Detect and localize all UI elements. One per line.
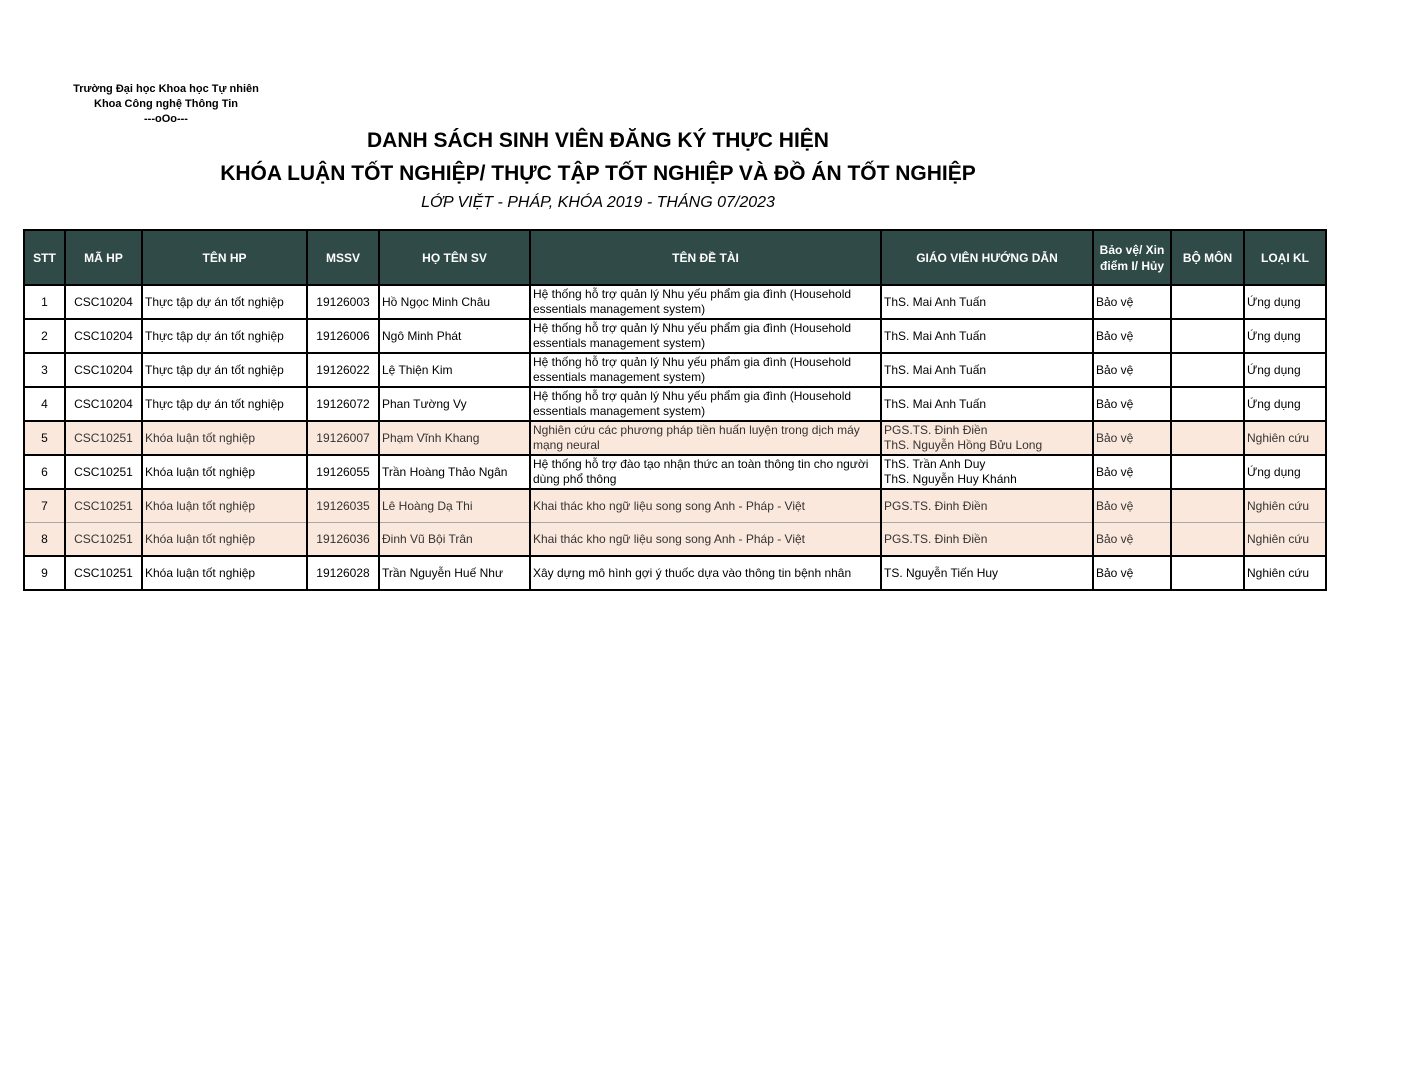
cell-gvhd: ThS. Trần Anh Duy ThS. Nguyễn Huy Khánh — [881, 455, 1093, 489]
cell-bo-mon — [1171, 489, 1244, 523]
cell-de-tai: Hệ thống hỗ trợ quản lý Nhu yếu phẩm gia đình (Household essentials management system) — [530, 353, 881, 387]
cell-mssv: 19126007 — [307, 421, 379, 455]
cell-mssv: 19126028 — [307, 556, 379, 590]
cell-loai-kl: Ứng dụng — [1244, 387, 1326, 421]
cell-bo-mon — [1171, 285, 1244, 319]
header-gvhd: GIÁO VIÊN HƯỚNG DẪN — [881, 230, 1093, 285]
table-row — [24, 319, 1326, 353]
cell-stt: 4 — [24, 387, 65, 421]
cell-gvhd: PGS.TS. Đinh Điền — [881, 489, 1093, 523]
cell-ho-ten: Lê Hoàng Dạ Thi — [379, 489, 530, 523]
cell-mssv: 19126055 — [307, 455, 379, 489]
cell-gvhd: ThS. Mai Anh Tuấn — [881, 319, 1093, 353]
table-row — [24, 455, 1326, 489]
cell-mssv: 19126006 — [307, 319, 379, 353]
cell-loai-kl: Nghiên cứu — [1244, 489, 1326, 523]
cell-ho-ten: Phan Tường Vy — [379, 387, 530, 421]
cell-stt: 9 — [24, 556, 65, 590]
cell-bao-ve: Bảo vệ — [1093, 421, 1171, 455]
cell-ho-ten: Lệ Thiện Kim — [379, 353, 530, 387]
cell-ho-ten: Phạm Vĩnh Khang — [379, 421, 530, 455]
cell-loai-kl: Nghiên cứu — [1244, 523, 1326, 557]
document-title-line1: DANH SÁCH SINH VIÊN ĐĂNG KÝ THỰC HIỆN — [367, 129, 829, 152]
cell-loai-kl: Ứng dụng — [1244, 455, 1326, 489]
header-stt: STT — [24, 230, 65, 285]
cell-loai-kl: Nghiên cứu — [1244, 556, 1326, 590]
table-row — [24, 523, 1326, 557]
document-title-line2: KHÓA LUẬN TỐT NGHIỆP/ THỰC TẬP TỐT NGHIỆP VÀ ĐỒ ÁN TỐT NGHIỆP — [220, 162, 976, 185]
cell-ma-hp: CSC10204 — [65, 285, 142, 319]
cell-stt: 2 — [24, 319, 65, 353]
cell-gvhd: ThS. Mai Anh Tuấn — [881, 353, 1093, 387]
university-name: Trường Đại học Khoa học Tự nhiên — [73, 83, 259, 95]
cell-ma-hp: CSC10204 — [65, 319, 142, 353]
cell-loai-kl: Ứng dụng — [1244, 353, 1326, 387]
cell-mssv: 19126036 — [307, 523, 379, 557]
table-row — [24, 285, 1326, 319]
cell-mssv: 19126022 — [307, 353, 379, 387]
organization-header — [58, 82, 274, 127]
cell-stt: 7 — [24, 489, 65, 523]
cell-mssv: 19126072 — [307, 387, 379, 421]
cell-ho-ten: Đinh Vũ Bội Trân — [379, 523, 530, 557]
cell-bo-mon — [1171, 353, 1244, 387]
cell-loai-kl: Nghiên cứu — [1244, 421, 1326, 455]
cell-gvhd: ThS. Mai Anh Tuấn — [881, 387, 1093, 421]
cell-ten-hp: Khóa luận tốt nghiệp — [142, 455, 307, 489]
cell-loai-kl: Ứng dụng — [1244, 285, 1326, 319]
header-ma-hp: MÃ HP — [65, 230, 142, 285]
header-de-tai: TÊN ĐỀ TÀI — [530, 230, 881, 285]
cell-ten-hp: Thực tập dự án tốt nghiệp — [142, 387, 307, 421]
cell-stt: 3 — [24, 353, 65, 387]
cell-gvhd: ThS. Mai Anh Tuấn — [881, 285, 1093, 319]
table-row — [24, 387, 1326, 421]
cell-loai-kl: Ứng dụng — [1244, 319, 1326, 353]
cell-ten-hp: Thực tập dự án tốt nghiệp — [142, 285, 307, 319]
cell-bao-ve: Bảo vệ — [1093, 523, 1171, 557]
cell-gvhd: PGS.TS. Đinh Điền ThS. Nguyễn Hồng Bửu Long — [881, 421, 1093, 455]
cell-ma-hp: CSC10204 — [65, 353, 142, 387]
cell-ho-ten: Trần Nguyễn Huế Như — [379, 556, 530, 590]
cell-ten-hp: Khóa luận tốt nghiệp — [142, 489, 307, 523]
cell-ma-hp: CSC10251 — [65, 455, 142, 489]
cell-bo-mon — [1171, 523, 1244, 557]
cell-gvhd: PGS.TS. Đinh Điền — [881, 523, 1093, 557]
cell-ma-hp: CSC10204 — [65, 387, 142, 421]
cell-de-tai: Khai thác kho ngữ liệu song song Anh - Pháp - Việt — [530, 489, 881, 523]
cell-stt: 5 — [24, 421, 65, 455]
header-ho-ten: HỌ TÊN SV — [379, 230, 530, 285]
table-row — [24, 353, 1326, 387]
cell-ma-hp: CSC10251 — [65, 489, 142, 523]
cell-bo-mon — [1171, 556, 1244, 590]
cell-bao-ve: Bảo vệ — [1093, 489, 1171, 523]
cell-stt: 8 — [24, 523, 65, 557]
student-list-table — [23, 229, 1327, 591]
cell-de-tai: Hệ thống hỗ trợ quản lý Nhu yếu phẩm gia đình (Household essentials management system) — [530, 319, 881, 353]
header-ten-hp: TÊN HP — [142, 230, 307, 285]
cell-stt: 6 — [24, 455, 65, 489]
cell-bao-ve: Bảo vệ — [1093, 455, 1171, 489]
cell-bao-ve: Bảo vệ — [1093, 285, 1171, 319]
header-mssv: MSSV — [307, 230, 379, 285]
cell-bao-ve: Bảo vệ — [1093, 556, 1171, 590]
cell-bo-mon — [1171, 319, 1244, 353]
cell-ho-ten: Hồ Ngọc Minh Châu — [379, 285, 530, 319]
table-header-row — [24, 230, 1326, 285]
cell-bao-ve: Bảo vệ — [1093, 319, 1171, 353]
cell-bo-mon — [1171, 421, 1244, 455]
cell-ma-hp: CSC10251 — [65, 556, 142, 590]
cell-ma-hp: CSC10251 — [65, 523, 142, 557]
cell-ten-hp: Khóa luận tốt nghiệp — [142, 421, 307, 455]
cell-de-tai: Nghiên cứu các phương pháp tiền huấn luyện trong dịch máy mạng neural — [530, 421, 881, 455]
decorative-separator: ---oOo--- — [144, 113, 188, 125]
cell-ho-ten: Trần Hoàng Thảo Ngân — [379, 455, 530, 489]
cell-ma-hp: CSC10251 — [65, 421, 142, 455]
cell-bo-mon — [1171, 387, 1244, 421]
cell-ten-hp: Thực tập dự án tốt nghiệp — [142, 353, 307, 387]
cell-gvhd: TS. Nguyễn Tiến Huy — [881, 556, 1093, 590]
cell-de-tai: Khai thác kho ngữ liệu song song Anh - Pháp - Việt — [530, 523, 881, 557]
cell-bao-ve: Bảo vệ — [1093, 387, 1171, 421]
cell-stt: 1 — [24, 285, 65, 319]
cell-de-tai: Hệ thống hỗ trợ đào tạo nhận thức an toàn thông tin cho người dùng phổ thông — [530, 455, 881, 489]
header-loai-kl: LOẠI KL — [1244, 230, 1326, 285]
cell-ten-hp: Thực tập dự án tốt nghiệp — [142, 319, 307, 353]
cell-de-tai: Xây dựng mô hình gợi ý thuốc dựa vào thông tin bệnh nhân — [530, 556, 881, 590]
cell-de-tai: Hệ thống hỗ trợ quản lý Nhu yếu phẩm gia đình (Household essentials management system) — [530, 285, 881, 319]
cell-bao-ve: Bảo vệ — [1093, 353, 1171, 387]
cell-mssv: 19126035 — [307, 489, 379, 523]
table-row — [24, 489, 1326, 523]
cell-mssv: 19126003 — [307, 285, 379, 319]
cell-ten-hp: Khóa luận tốt nghiệp — [142, 523, 307, 557]
table-row — [24, 421, 1326, 455]
table-row — [24, 556, 1326, 590]
cell-ho-ten: Ngô Minh Phát — [379, 319, 530, 353]
cell-de-tai: Hệ thống hỗ trợ quản lý Nhu yếu phẩm gia đình (Household essentials management system) — [530, 387, 881, 421]
cell-ten-hp: Khóa luận tốt nghiệp — [142, 556, 307, 590]
document-subtitle: LỚP VIỆT - PHÁP, KHÓA 2019 - THÁNG 07/2023 — [421, 194, 775, 211]
cell-bo-mon — [1171, 455, 1244, 489]
header-bao-ve: Bảo vệ/ Xin điểm I/ Hủy — [1093, 230, 1171, 285]
faculty-name: Khoa Công nghệ Thông Tin — [94, 98, 238, 110]
header-bo-mon: BỘ MÔN — [1171, 230, 1244, 285]
